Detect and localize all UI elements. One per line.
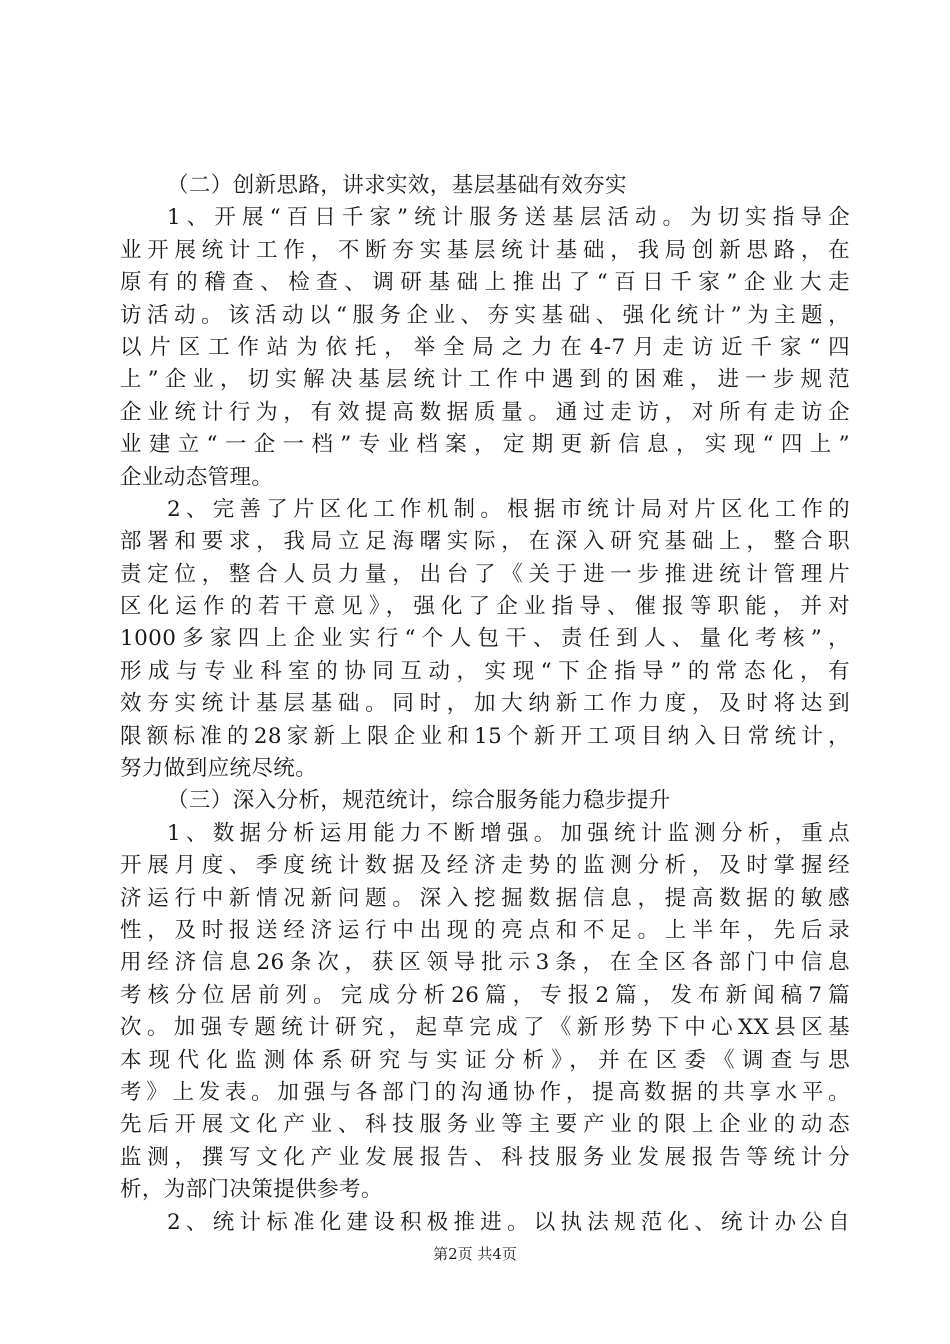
paragraph-line: 业建立“一企一档”专业档案，定期更新信息，实现“四上” <box>120 432 850 458</box>
paragraph-line: 原有的稽查、检查、调研基础上推出了“百日千家”企业大走 <box>120 270 850 296</box>
page-footer: 第2页 共4页 <box>433 1245 517 1263</box>
paragraph-line: 监测，撰写文化产业发展报告、科技服务业发展报告等统计分 <box>120 1144 850 1170</box>
paragraph-line: 济运行中新情况新问题。深入挖掘数据信息，提高数据的敏感 <box>120 885 850 911</box>
paragraph-line: 析，为部门决策提供参考。 <box>120 1177 383 1203</box>
paragraph-line: 1000多家四上企业实行“个人包干、责任到人、量化考核”， <box>120 626 850 652</box>
paragraph-line: 限额标准的28家新上限企业和15个新开工项目纳入日常统计， <box>120 723 850 749</box>
paragraph-line: 考核分位居前列。完成分析26篇，专报2篇，发布新闻稿7篇 <box>120 982 850 1008</box>
paragraph-line: 性，及时报送经济运行中出现的亮点和不足。上半年，先后录 <box>120 917 850 943</box>
paragraph-line: 本现代化监测体系研究与实证分析》，并在区委《调查与思 <box>120 1047 850 1073</box>
paragraph-line: 努力做到应统尽统。 <box>120 756 318 782</box>
section-heading-2: （二）创新思路，讲求实效，基层基础有效夯实 <box>167 173 627 198</box>
paragraph-line: 上”企业，切实解决基层统计工作中遇到的困难，进一步规范 <box>120 367 850 393</box>
paragraph-line: 业开展统计工作，不断夯实基层统计基础，我局创新思路，在 <box>120 237 850 263</box>
paragraph-line: 区化运作的若干意见》，强化了企业指导、催报等职能，并对 <box>120 594 850 620</box>
paragraph-line: 开展月度、季度统计数据及经济走势的监测分析，及时掌握经 <box>120 853 850 879</box>
paragraph-line: 次。加强专题统计研究，起草完成了《新形势下中心XX县区基 <box>120 1015 850 1041</box>
paragraph-line: 部署和要求，我局立足海曙实际，在深入研究基础上，整合职 <box>120 529 850 555</box>
document-body <box>120 170 850 1239</box>
paragraph-line: 以片区工作站为依托，举全局之力在4-7月走访近千家“四 <box>120 334 850 360</box>
paragraph-line: 先后开展文化产业、科技服务业等主要产业的限上企业的动态 <box>120 1112 850 1138</box>
paragraph-line: 2、完善了片区化工作机制。根据市统计局对片区化工作的 <box>167 496 850 522</box>
paragraph-line: 责定位，整合人员力量，出台了《关于进一步推进统计管理片 <box>120 561 850 587</box>
paragraph-line: 考》上发表。加强与各部门的沟通协作，提高数据的共享水平。 <box>120 1079 850 1105</box>
paragraph-line: 1、数据分析运用能力不断增强。加强统计监测分析，重点 <box>167 820 850 846</box>
paragraph-line: 形成与专业科室的协同互动，实现“下企指导”的常态化，有 <box>120 658 850 684</box>
paragraph-line: 2、统计标准化建设积极推进。以执法规范化、统计办公自 <box>167 1209 850 1235</box>
paragraph-line: 访活动。该活动以“服务企业、夯实基础、强化统计”为主题， <box>120 302 850 328</box>
paragraph-line: 1、开展“百日千家”统计服务送基层活动。为切实指导企 <box>167 205 850 231</box>
paragraph-line: 用经济信息26条次，获区领导批示3条，在全区各部门中信息 <box>120 950 850 976</box>
paragraph-line: 企业动态管理。 <box>120 464 274 490</box>
paragraph-line: 效夯实统计基层基础。同时，加大纳新工作力度，及时将达到 <box>120 691 850 717</box>
paragraph-line: 企业统计行为，有效提高数据质量。通过走访，对所有走访企 <box>120 399 850 425</box>
section-heading-3: （三）深入分析，规范统计，综合服务能力稳步提升 <box>167 788 671 814</box>
